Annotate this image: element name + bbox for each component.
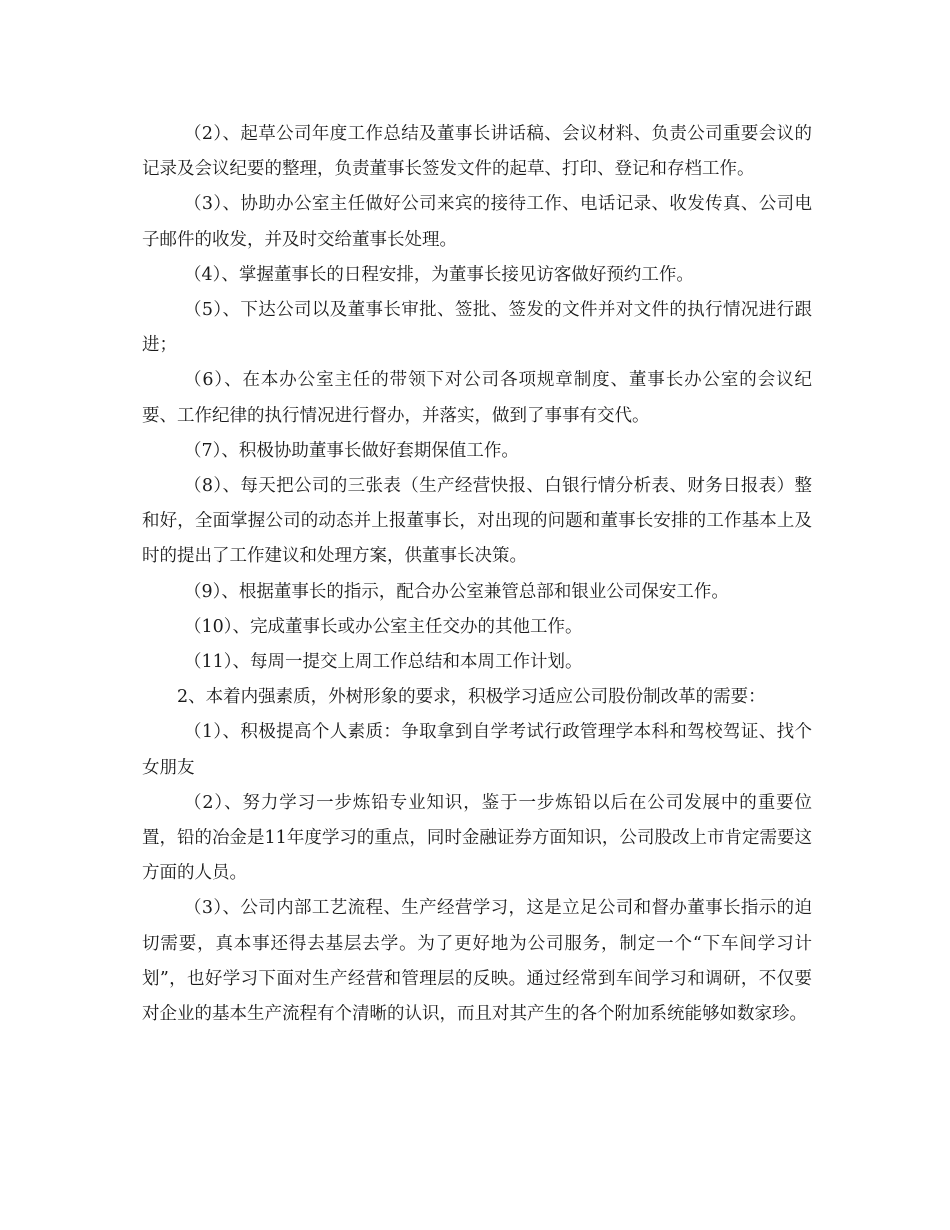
paragraph-item-6: （6）、在本办公室主任的带领下对公司各项规章制度、董事长办公室的会议纪要、工作纪律的执行情况进行督办，并落实，做到了事事有交代。 bbox=[142, 370, 812, 426]
paragraph-item-4: （4）、掌握董事长的日程安排，为董事长接见访客做好预约工作。 bbox=[184, 264, 694, 285]
section2-item-3: （3）、公司内部工艺流程、生产经营学习，这是立足公司和督办董事长指示的迫切需要，真本事还得去基层去学。为了更好地为公司服务，制定一个“下车间学习计划”，也好学习下面对生产经营和管理层的反映。通过经常到车间学习和调研，不仅要对企业的基本生产流程有个清晰的认识，而且对其产生的各个附加系统能够如数家珍。 bbox=[142, 898, 812, 1025]
paragraph-item-10: （10）、完成董事长或办公室主任交办的其他工作。 bbox=[184, 616, 583, 637]
document-body bbox=[142, 117, 812, 1032]
paragraph-item-11: （11）、每周一提交上周工作总结和本周工作计划。 bbox=[184, 652, 583, 673]
paragraph-item-2: （2）、起草公司年度工作总结及董事长讲话稿、会议材料、负责公司重要会议的记录及会议纪要的整理，负责董事长签发文件的起草、打印、登记和存档工作。 bbox=[142, 124, 812, 180]
section2-item-1: （1）、积极提高个人素质：争取拿到自学考试行政管理学本科和驾校驾证、找个女朋友 bbox=[142, 722, 812, 778]
paragraph-item-3: （3）、协助办公室主任做好公司来宾的接待工作、电话记录、收发传真、公司电子邮件的收发，并及时交给董事长处理。 bbox=[142, 194, 812, 250]
paragraph-item-9: （9）、根据董事长的指示，配合办公室兼管总部和银业公司保安工作。 bbox=[184, 581, 729, 602]
paragraph-item-5: （5）、下达公司以及董事长审批、签批、签发的文件并对文件的执行情况进行跟进； bbox=[142, 300, 812, 356]
paragraph-item-8: （8）、每天把公司的三张表（生产经营快报、白银行情分析表、财务日报表）整和好，全面掌握公司的动态并上报董事长，对出现的问题和董事长安排的工作基本上及时的提出了工作建议和处理方案，供董事长决策。 bbox=[142, 476, 812, 567]
paragraph-item-7: （7）、积极协助董事长做好套期保值工作。 bbox=[184, 440, 519, 461]
section-heading-2: 2、本着内强素质，外树形象的要求，积极学习适应公司股份制改革的需要： bbox=[177, 687, 766, 708]
section2-item-2: （2）、努力学习一步炼铅专业知识，鉴于一步炼铅以后在公司发展中的重要位置，铅的冶金是11年度学习的重点，同时金融证券方面知识，公司股改上市肯定需要这方面的人员。 bbox=[142, 792, 812, 884]
